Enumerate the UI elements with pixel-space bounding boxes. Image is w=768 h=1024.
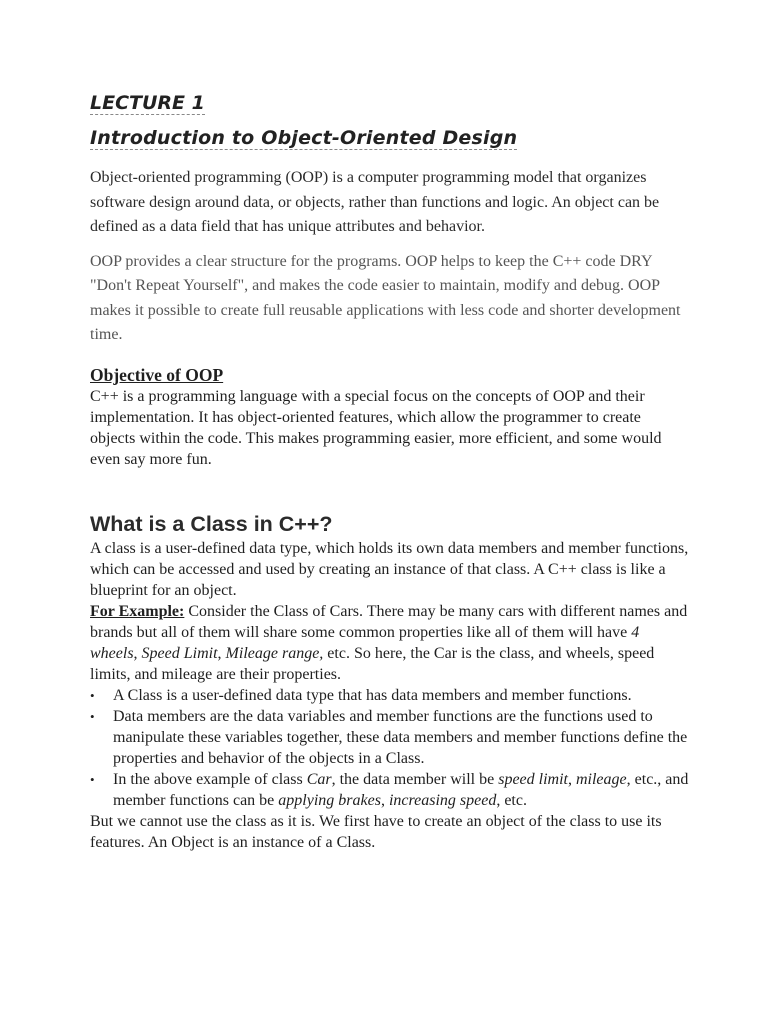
document-title-text: Introduction to Object-Oriented Design <box>90 127 518 149</box>
bullet3-car: Car <box>306 770 332 788</box>
bullet3-text-f: , etc. <box>496 791 527 809</box>
example-italic-mileage: Mileage range, <box>225 644 324 662</box>
objective-paragraph: C++ is a programming language with a special focus on the concepts of OOP and their implementation. It has object-oriented features, which allow the programmer to create objects within the code. This makes programming easier, more efficient, and some would even say more fun. <box>90 387 662 468</box>
closing-paragraph: But we cannot use the class as it is. We first have to create an object of the class to use its features. An Object is an instance of a Class. <box>90 812 662 851</box>
bullet3-speed-limit: speed limit <box>498 770 568 788</box>
example-text-part1: Consider the Class of Cars. There may be many cars with different names and brands but all of them will share some common properties like all of them will have <box>90 602 688 641</box>
lecture-label-text: LECTURE 1 <box>90 92 205 114</box>
bullet3-text-e: , <box>380 791 389 809</box>
bullet3-text-d: , etc., and member functions can be <box>113 770 689 809</box>
class-definition-paragraph: A class is a user-defined data type, which holds its own data members and member functions, which can be accessed and used by creating an instance of that class. A C++ class is like a blueprint for an object. <box>90 539 689 599</box>
example-paragraph <box>90 601 690 685</box>
bullet-item-car-example <box>90 769 690 811</box>
bullet3-increasing-speed: increasing speed <box>388 791 497 809</box>
example-italic-speed-limit: Speed Limit <box>141 644 218 662</box>
class-section-heading: What is a Class in C++? <box>90 511 333 536</box>
bullet3-applying-brakes: applying brakes <box>278 791 381 809</box>
intro-paragraph: Object-oriented programming (OOP) is a computer programming model that organizes software design around data, or objects, rather than functions and logic. An object can be defined as a data field that has unique attributes and behavior. <box>90 169 660 235</box>
example-sep1: , <box>133 644 142 662</box>
class-bullet-list <box>90 685 690 811</box>
example-label: For Example: <box>90 602 185 620</box>
document-page <box>90 88 690 853</box>
example-italic-wheels: 4 wheels <box>90 623 640 662</box>
objective-heading: Objective of OOP <box>90 364 224 385</box>
bullet-item-data-members: • Data members are the data variables and member functions are the functions used to manipulate these variables together, these data members and member functions define the properties and behavior of the objects in a Class. <box>90 706 690 769</box>
bullet3-text-c: , <box>567 770 576 788</box>
bullet3-mileage: mileage <box>575 770 627 788</box>
bullet-item-user-defined: • A Class is a user-defined data type that has data members and member functions. <box>90 685 690 706</box>
example-text-part2: etc. So here, the Car is the class, and wheels, speed limits, and mileage are their properties. <box>90 644 655 683</box>
example-sep2: , <box>217 644 226 662</box>
document-title <box>90 124 690 152</box>
oop-benefits-paragraph: OOP provides a clear structure for the programs. OOP helps to keep the C++ code DRY "Don't Repeat Yourself", and makes the code easier to maintain, modify and debug. OOP makes it possible to create full reusable applications with less code and shorter development time. <box>90 252 681 343</box>
bullet3-text-a: In the above example of class <box>113 770 307 788</box>
bullet3-text-b: , the data member will be <box>331 770 499 788</box>
lecture-label <box>90 88 690 118</box>
